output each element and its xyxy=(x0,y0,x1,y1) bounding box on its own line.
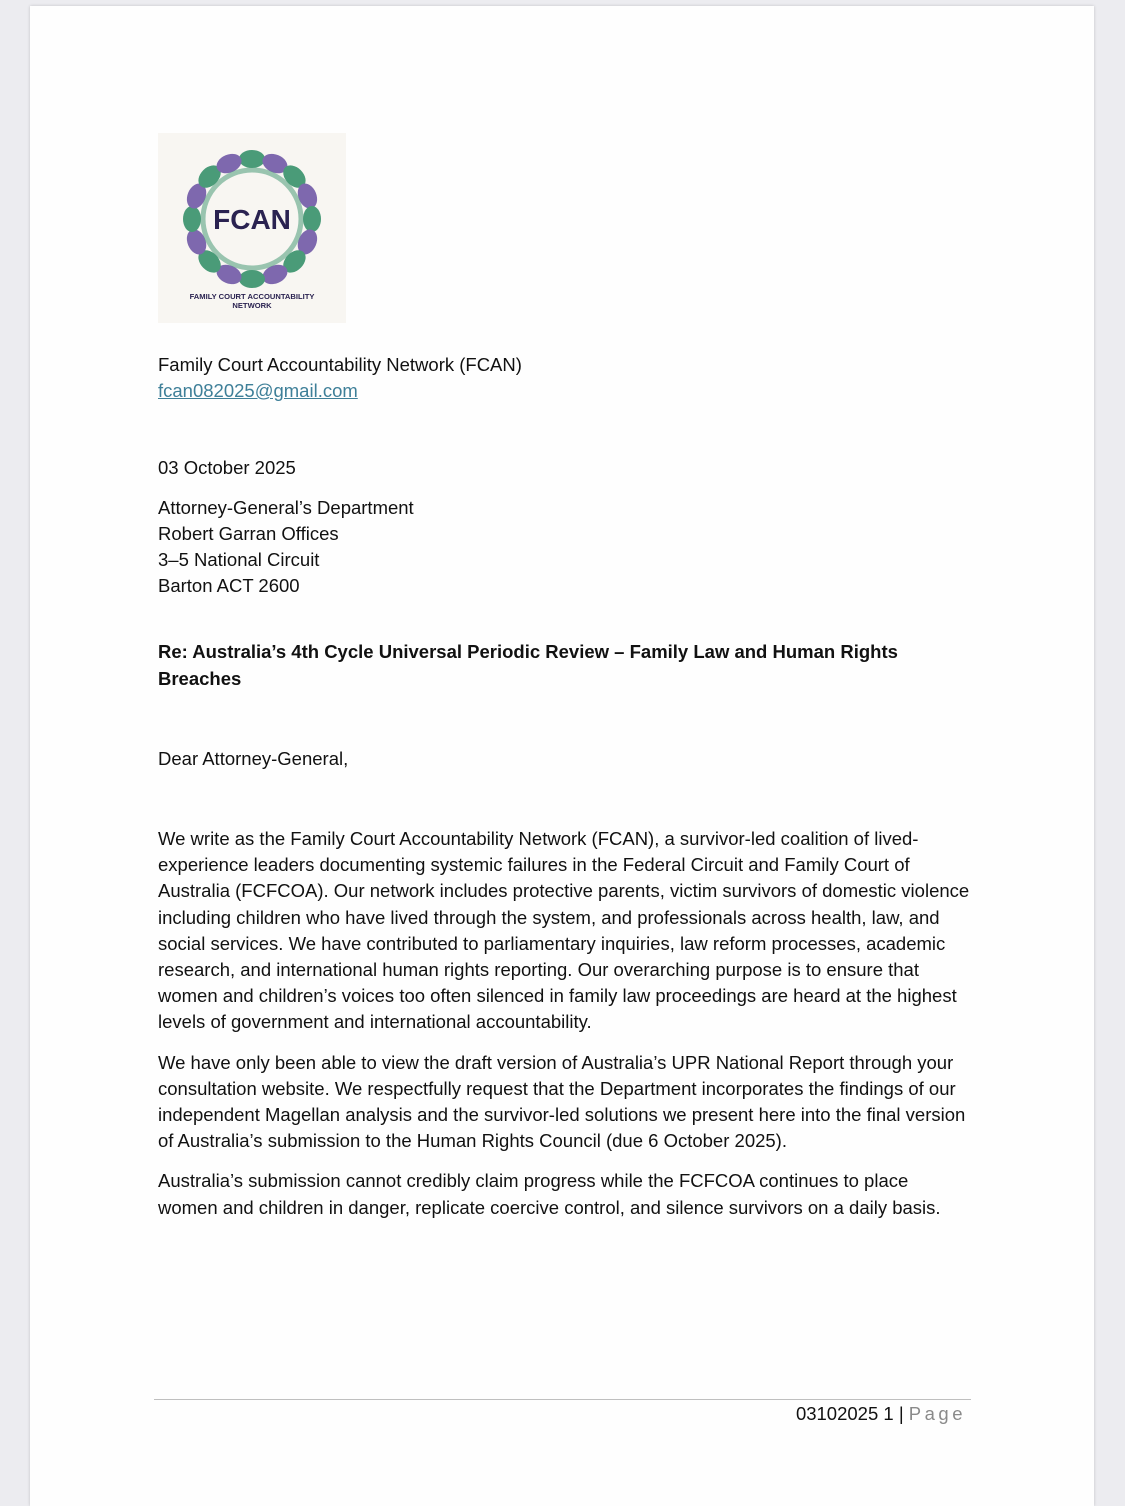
footer-page-label: Page xyxy=(908,1403,966,1424)
body-paragraph: Australia’s submission cannot credibly claim progress while the FCFCOA continues to place women and children in danger, replicate coercive control, and silence survivors on a daily basis. xyxy=(158,1170,941,1218)
fcan-logo xyxy=(158,133,346,323)
footer-doc-ref: 03102025 xyxy=(795,1403,879,1424)
sender-email-link[interactable]: fcan082025@gmail.com xyxy=(158,380,358,401)
letter-body xyxy=(158,826,973,1235)
sender-organisation: Family Court Accountability Network (FCAN) xyxy=(158,354,522,375)
body-paragraph: We have only been able to view the draft version of Australia’s UPR National Report through your consultation website. We respectfully request that the Department incorporates the findings of our independent Magellan analysis and the survivor-led solutions we present here into the final version of Australia’s submission to the Human Rights Council (due 6 October 2025). xyxy=(158,1051,966,1152)
sender-block xyxy=(158,352,973,404)
footer-page-number: 1 xyxy=(883,1403,894,1424)
logo-subtitle-line1: FAMILY COURT ACCOUNTABILITY xyxy=(189,292,315,301)
recipient-line: Barton ACT 2600 xyxy=(158,575,300,596)
fcan-logo-graphic xyxy=(158,133,346,323)
salutation: Dear Attorney-General, xyxy=(158,748,349,769)
recipient-address xyxy=(158,495,973,599)
body-paragraph: We write as the Family Court Accountability Network (FCAN), a survivor-led coalition of lived-experience leaders documenting systemic failures in the Federal Circuit and Family Court of Australia (FCFCOA). Our network includes protective parents, victim survivors of domestic violence including children who have lived through the system, and professionals across health, law, and social services. We have contributed to parliamentary inquiries, law reform processes, academic research, and international human rights reporting. Our overarching purpose is to ensure that women and children’s voices too often silenced in family law proceedings are heard at the highest levels of government and international accountability. xyxy=(158,828,970,1033)
footer-separator: | xyxy=(898,1403,904,1424)
footer-divider xyxy=(154,1399,971,1400)
document-page xyxy=(30,6,1094,1506)
recipient-line: Attorney-General’s Department xyxy=(158,497,414,518)
letter-subject: Re: Australia’s 4th Cycle Universal Periodic Review – Family Law and Human Rights Breaches xyxy=(158,641,898,689)
logo-acronym: FCAN xyxy=(213,204,291,235)
letter-date: 03 October 2025 xyxy=(158,457,296,478)
recipient-line: Robert Garran Offices xyxy=(158,523,339,544)
logo-subtitle-line2: NETWORK xyxy=(232,301,272,310)
recipient-line: 3–5 National Circuit xyxy=(158,549,320,570)
page-footer xyxy=(796,1403,966,1425)
